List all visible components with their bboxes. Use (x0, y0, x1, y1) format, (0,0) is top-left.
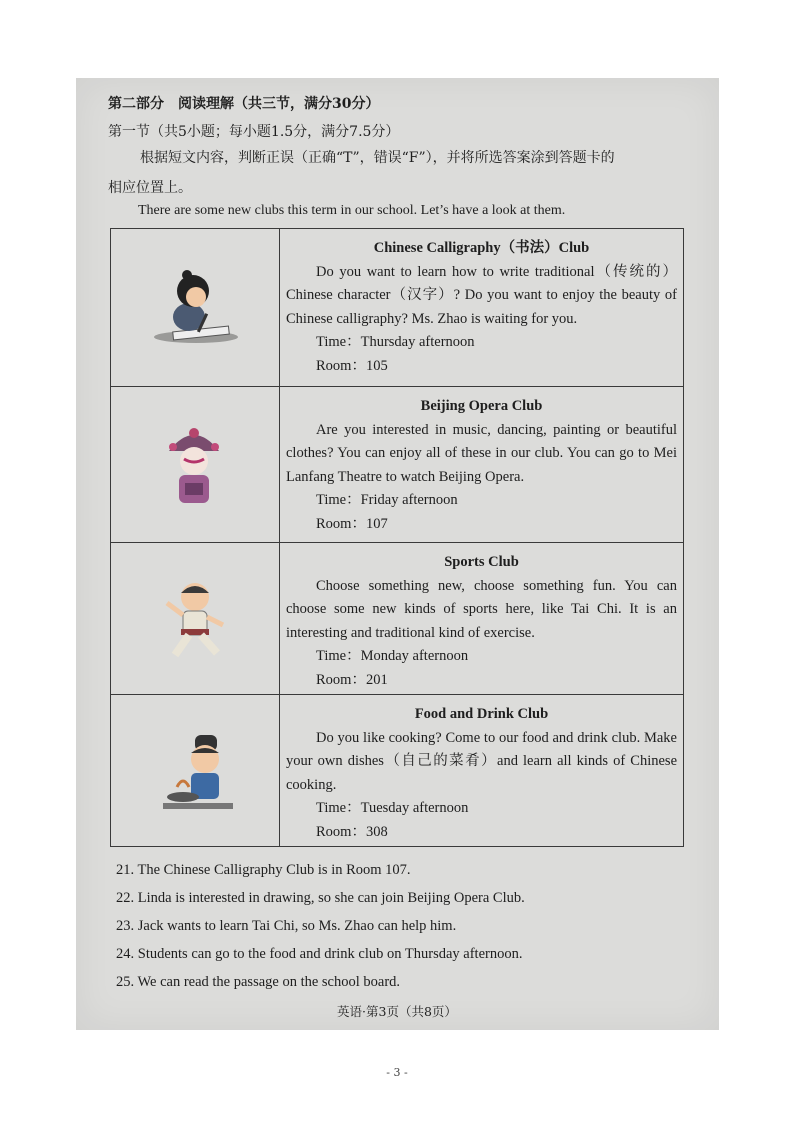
club-time: Time：Tuesday afternoon (316, 800, 469, 816)
club-info-cell (280, 229, 684, 387)
club-info-cell (280, 387, 684, 543)
club-title: Beijing Opera Club (420, 398, 543, 414)
page-footer: 英语·第3页（共8页） (337, 1004, 457, 1019)
club-title: Food and Drink Club (414, 706, 549, 722)
club-time: Time：Thursday afternoon (316, 334, 475, 350)
intro-text: There are some new clubs this term in our school. Let’s have a look at them. (138, 203, 566, 218)
club-info-cell (280, 543, 684, 695)
club-row (111, 387, 684, 543)
instruction-line-1: 根据短文内容，判断正误（正确“T”，错误“F”），并将所选答案涂到答题卡的 (140, 150, 615, 166)
question-22: 22. Linda is interested in drawing, so she can join Beijing Opera Club. (116, 890, 525, 906)
club-title: Sports Club (444, 554, 519, 570)
club-title: Chinese Calligraphy（书法）Club (373, 240, 590, 256)
clubs-table (110, 228, 684, 847)
club-description: Are you interested in music, dancing, painting or beautiful clothes? You can enjoy all of these in our club. You can go to Mei Lanfang Theatre to watch Beijing Opera. (286, 421, 677, 485)
club-row (111, 695, 684, 847)
club-image-cell (111, 387, 280, 543)
club-info-cell (280, 695, 684, 847)
club-room: Room：107 (316, 515, 388, 532)
section-title: 第二部分 阅读理解（共三节，满分30分） (108, 96, 380, 112)
page-number: - 3 - (386, 1066, 408, 1079)
kungfu-boy-icon (161, 579, 231, 663)
instruction-line-2: 相应位置上。 (108, 180, 192, 196)
club-image-cell (111, 543, 280, 695)
club-image-cell (111, 229, 280, 387)
club-image-cell (111, 695, 280, 847)
question-25: 25. We can read the passage on the school board. (116, 974, 401, 990)
club-row (111, 229, 684, 387)
calligraphy-child-icon (151, 259, 241, 349)
question-24: 24. Students can go to the food and drink club on Thursday afternoon. (116, 946, 523, 962)
opera-performer-icon (159, 423, 229, 509)
club-room: Room：105 (316, 357, 388, 374)
question-21: 21. The Chinese Calligraphy Club is in Room 107. (116, 862, 411, 878)
club-description: Choose something new, choose something fun. You can choose some new kinds of sports here, like Tai Chi. It is an interesting and traditional kind of exercise. (286, 577, 677, 641)
club-room: Room：201 (316, 671, 388, 688)
cooking-child-icon (155, 731, 239, 815)
club-time: Time：Monday afternoon (316, 648, 469, 664)
club-time: Time：Friday afternoon (316, 492, 458, 508)
club-row (111, 543, 684, 695)
club-description: Do you like cooking? Come to our food and drink club. Make your own dishes（自己的菜肴）and learn all kinds of Chinese cooking. (286, 729, 677, 793)
club-description: Do you want to learn how to write traditional（传统的）Chinese character（汉字）? Do you want to enjoy the beauty of Chinese calligraphy? Ms. Zhao is waiting for you. (286, 263, 677, 327)
question-23: 23. Jack wants to learn Tai Chi, so Ms. Zhao can help him. (116, 918, 457, 934)
club-room: Room：308 (316, 823, 388, 840)
section-subtitle: 第一节（共5小题；每小题1.5分，满分7.5分） (108, 124, 400, 140)
